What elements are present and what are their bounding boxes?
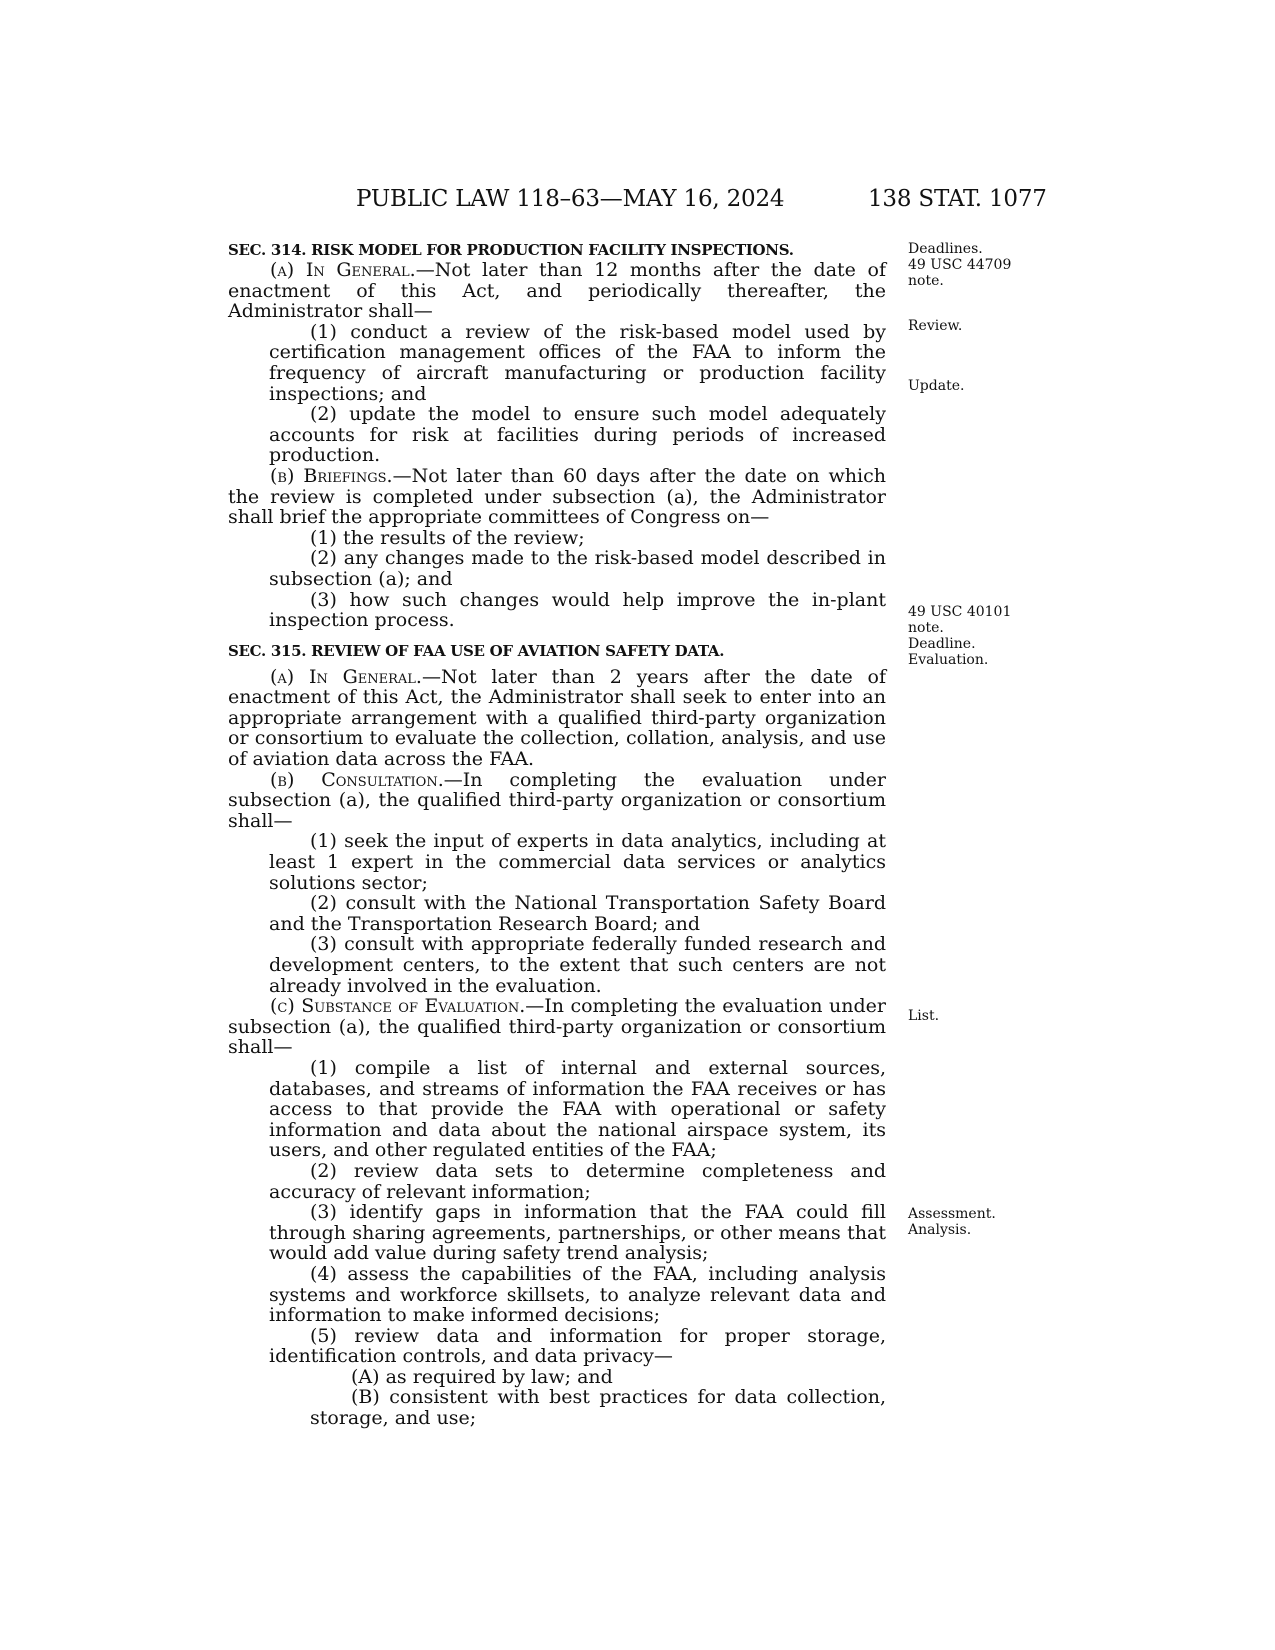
sec315-c-para-3: (3) identify gaps in information that the FAA could fill through sharing agreements, partnerships, or other means that would add value during safety trend analysis; [269, 1201, 886, 1265]
margin-note-40101: 49 USC 40101 note. Deadline. Evaluation. [908, 604, 1012, 668]
sec315-b-para-3: (3) consult with appropriate federally funded research and development centers, to the extent that such centers are not already involved in the evaluation. [269, 933, 886, 997]
sec315-c-para-5-B: (B) consistent with best practices for data collection, storage, and use; [310, 1386, 886, 1430]
sec315-subsection-c [228, 996, 886, 1058]
sec315-c-para-1: (1) compile a list of internal and external sources, databases, and streams of information the FAA receives or has access to that provide the FAA with operational or safety information and data about the national airspace system, its users, and other regulated entities of the FAA; [269, 1056, 886, 1162]
sec314-b-label: (b) Briefings. [270, 464, 393, 487]
sec315-c-label: (c) Substance of Evaluation. [270, 995, 526, 1018]
margin-note-review: Review. [908, 318, 963, 334]
sec315-c-text: —In completing the evaluation under subsection (a), the qualified third-party organization or consortium shall— [228, 995, 886, 1059]
page-number: 138 STAT. 1077 [868, 186, 1047, 212]
sec315-a-label: (a) In General. [270, 665, 422, 688]
sec315-c-para-2: (2) review data sets to determine completeness and accuracy of relevant information; [269, 1159, 886, 1203]
sec315-subsection-a [228, 667, 886, 770]
margin-note-list: List. [908, 1008, 940, 1024]
sec315-b-label: (b) Consultation. [270, 768, 444, 791]
sec315-b-text: —In completing the evaluation under subsection (a), the qualified third-party organization or consortium shall— [228, 768, 886, 832]
sec314-subsection-b [228, 466, 886, 528]
running-head-title: PUBLIC LAW 118–63—MAY 16, 2024 [356, 186, 785, 212]
page-header [0, 178, 1275, 218]
margin-note-deadlines: Deadlines. 49 USC 44709 note. [908, 241, 1012, 289]
sec314-b-para-1: (1) the results of the review; [310, 526, 585, 549]
sec315-b-para-2: (2) consult with the National Transportation Safety Board and the Transportation Research Board; and [269, 892, 886, 935]
body-text [228, 240, 886, 1429]
sec315-subsection-b [228, 770, 886, 832]
margin-note-update: Update. [908, 378, 965, 394]
sec315-a-text: —Not later than 2 years after the date of enactment of this Act, the Administrator shall seek to enter into an appropriate arrangement with a qualified third-party organization or consortium to evaluate the collection, collation, analysis, and use of aviation data across the FAA. [228, 665, 886, 771]
sec314-a-label: (a) In General. [270, 259, 416, 281]
sec314-a-para-2: (2) update the model to ensure such model adequately accounts for risk at facilities during periods of increased production. [269, 403, 886, 467]
sec314-b-para-2: (2) any changes made to the risk-based model described in subsection (a); and [269, 547, 886, 590]
sec315-c-para-5: (5) review data and information for proper storage, identification controls, and data privacy— [269, 1324, 886, 1368]
margin-note-assessment: Assessment. Analysis. [908, 1206, 996, 1238]
section-315-heading: SEC. 315. REVIEW OF FAA USE OF AVIATION SAFETY DATA. [228, 641, 725, 660]
sec315-c-para-4: (4) assess the capabilities of the FAA, including analysis systems and workforce skillsets, to analyze relevant data and information to make informed decisions; [269, 1262, 886, 1327]
sec314-b-text: —Not later than 60 days after the date on which the review is completed under subsection (a), the Administrator shall brief the appropriate committees of Congress on— [228, 464, 886, 529]
sec314-subsection-a [228, 260, 886, 322]
sec314-b-para-3: (3) how such changes would help improve the in-plant inspection process. [269, 588, 886, 632]
section-314-heading: SEC. 314. RISK MODEL FOR PRODUCTION FACILITY INSPECTIONS. [228, 241, 794, 259]
sec315-b-para-1: (1) seek the input of experts in data analytics, including at least 1 expert in the commercial data services or analytics solutions sector; [269, 830, 886, 894]
sec314-a-text: —Not later than 12 months after the date of enactment of this Act, and periodically thereafter, the Administrator shall— [228, 259, 886, 323]
sec314-a-para-1: (1) conduct a review of the risk-based model used by certification management offices of the FAA to inform the frequency of aircraft manufacturing or production facility inspections; and [269, 320, 886, 405]
sec315-c-para-5-A: (A) as required by law; and [351, 1365, 613, 1388]
